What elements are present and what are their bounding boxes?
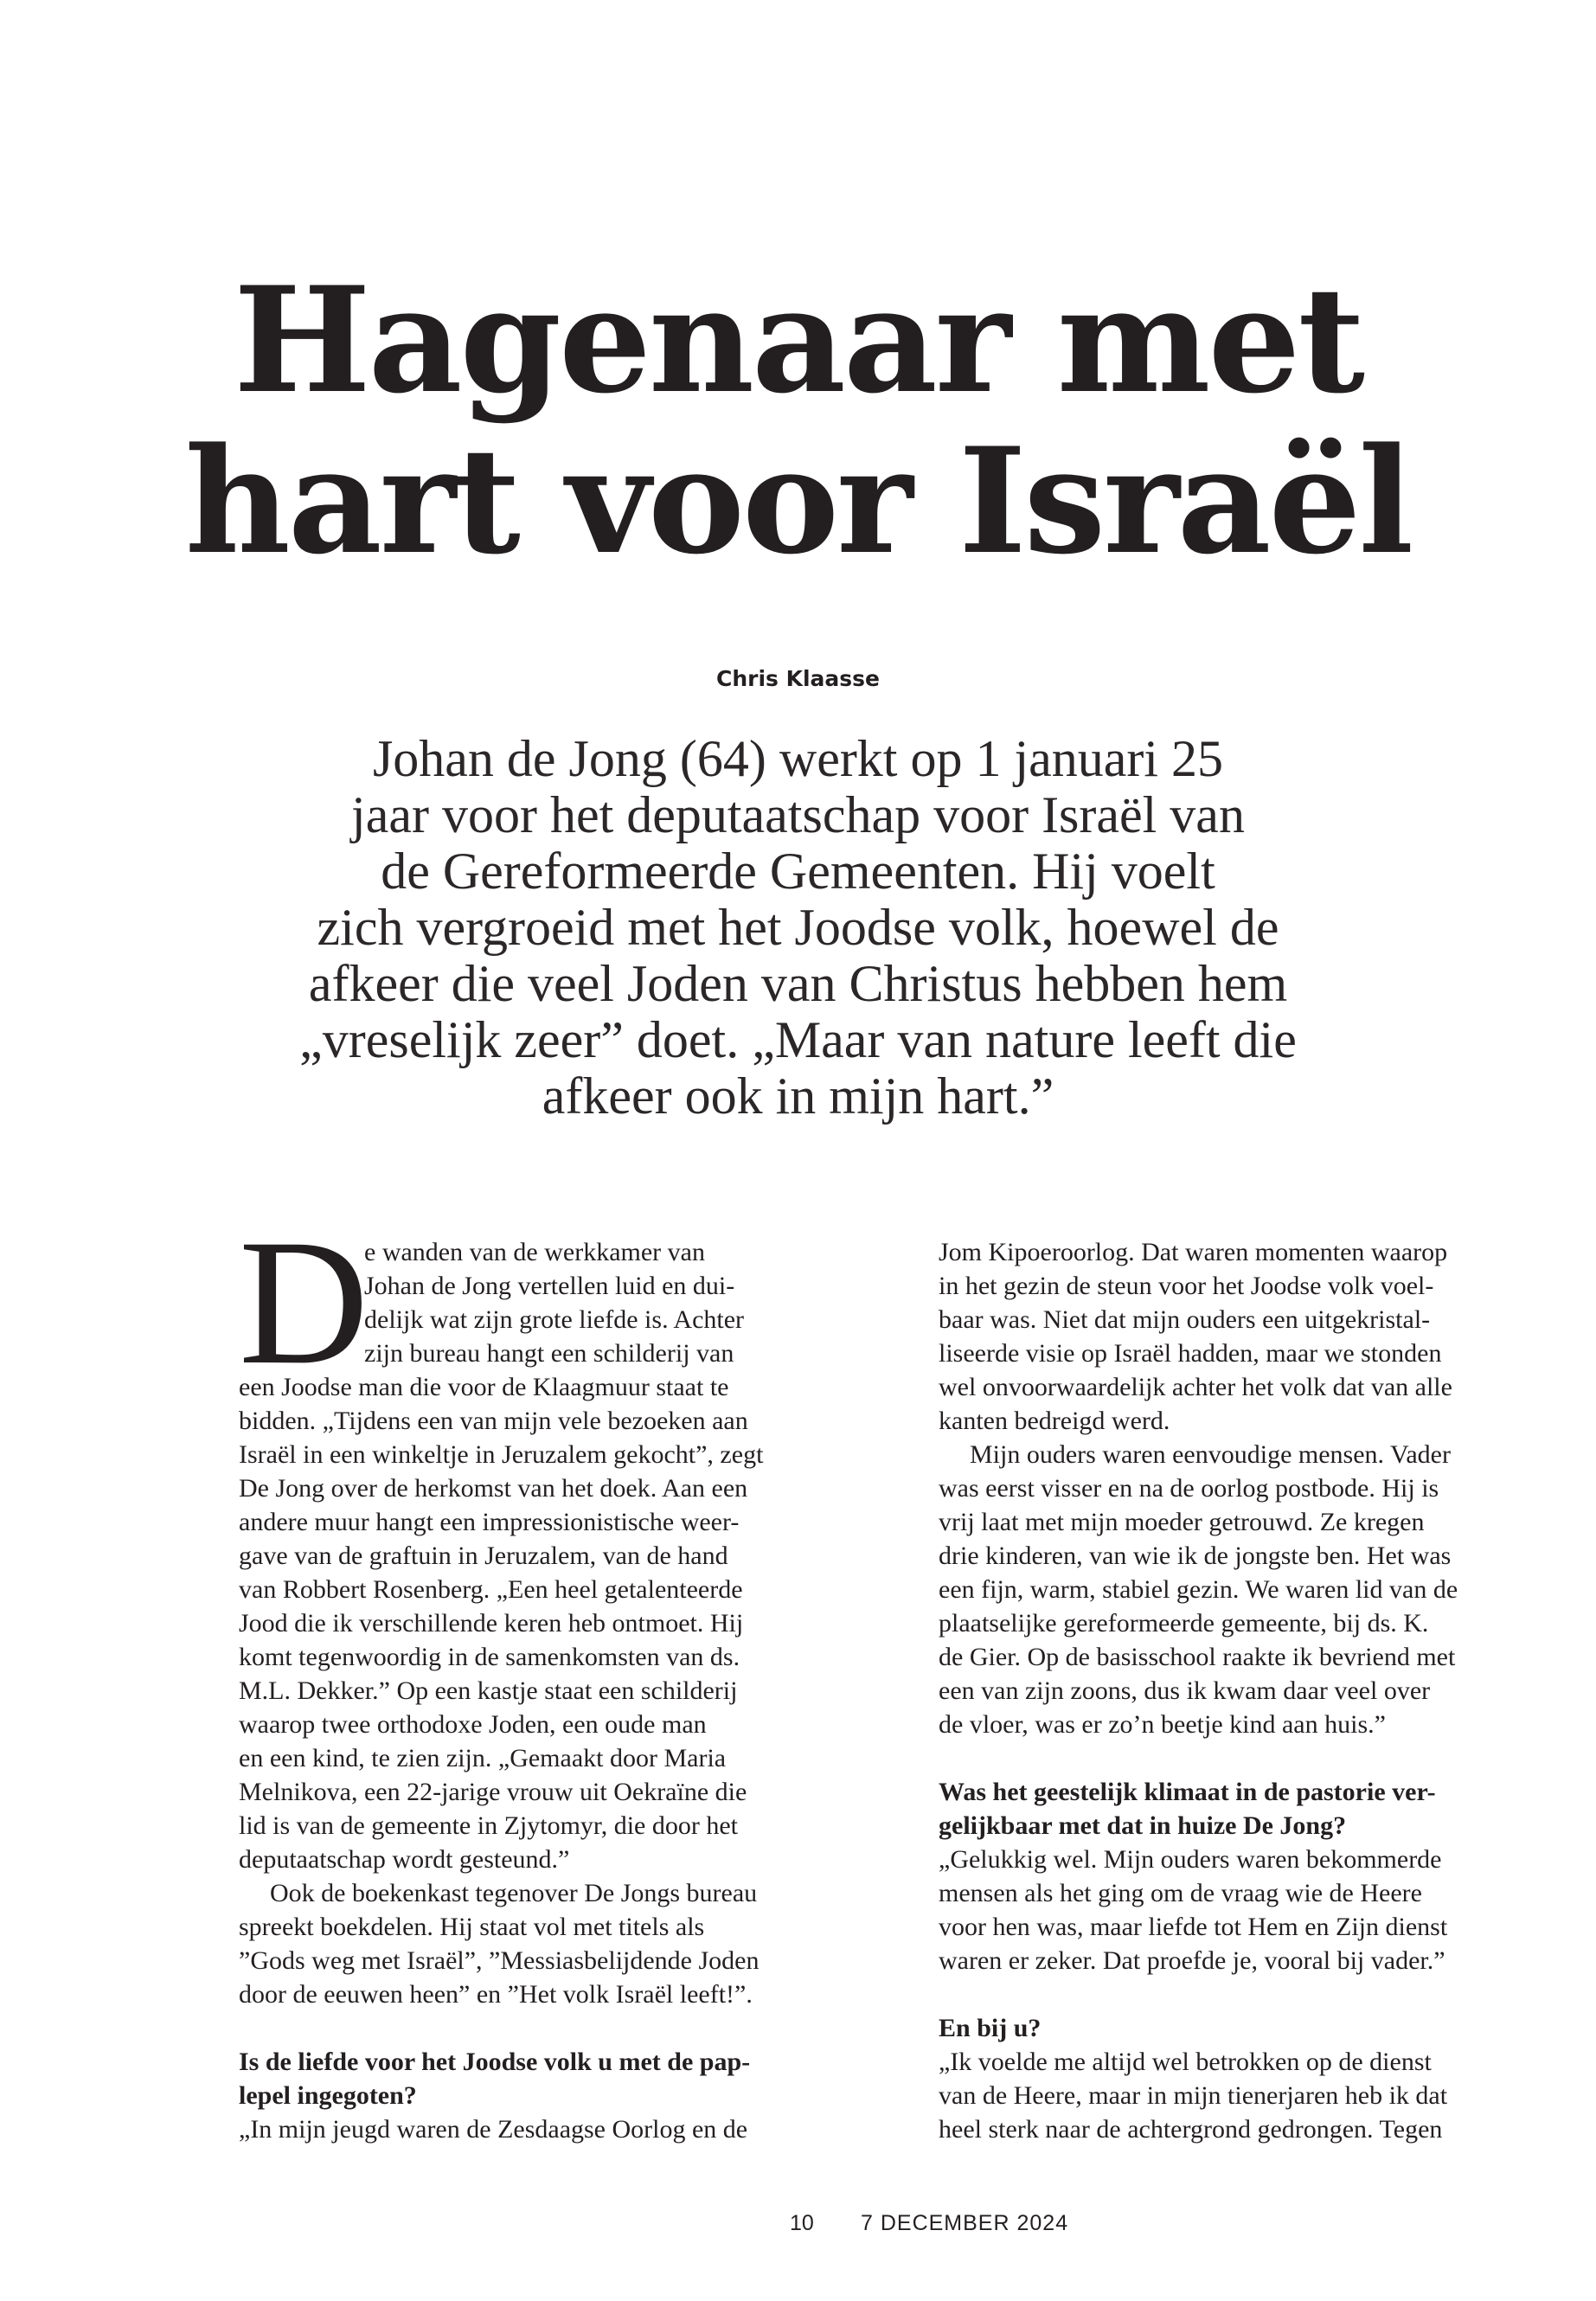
body-line: gave van de graftuin in Jeruzalem, van de hand (239, 1541, 728, 1570)
body-line: M.L. Dekker.” Op een kastje staat een schilderij (239, 1676, 738, 1705)
drop-cap: D (239, 1202, 369, 1401)
intro-line: zich vergroeid met het Joodse volk, hoewel de (317, 899, 1279, 956)
body-line: ”Gods weg met Israël”, ”Messiasbelijdende Joden (239, 1946, 760, 1975)
interview-question: Is de liefde voor het Joodse volk u met de pap- (239, 2048, 751, 2076)
body-line: Israël in een winkeltje in Jeruzalem gekocht”, zegt (239, 1440, 764, 1469)
body-line: voor hen was, maar liefde tot Hem en Zijn dienst (939, 1913, 1448, 1941)
body-line: mensen als het ging om de vraag wie de Heere (939, 1879, 1422, 1907)
intro-line: afkeer die veel Joden van Christus hebben hem (308, 955, 1288, 1012)
body-line: Jood die ik verschillende keren heb ontmoet. Hij (239, 1609, 744, 1638)
interview-question: Was het geestelijk klimaat in de pastorie ver- (939, 1778, 1436, 1806)
body-line: liseerde visie op Israël hadden, maar we stonden (939, 1339, 1442, 1368)
intro-line: „vreselijk zeer” doet. „Maar van nature leeft die (299, 1011, 1297, 1068)
intro-line: Johan de Jong (64) werkt op 1 januari 25 (372, 730, 1224, 787)
body-line: Ook de boekenkast tegenover De Jongs bureau (270, 1879, 758, 1907)
author-byline: Chris Klaasse (715, 666, 881, 691)
intro-line: jaar voor het deputaatschap voor Israël van (351, 786, 1245, 843)
body-line: e wanden van de werkkamer van (364, 1238, 705, 1266)
body-line: „Ik voelde me altijd wel betrokken op de dienst (939, 2048, 1432, 2076)
intro-line: afkeer ook in mijn hart.” (542, 1067, 1054, 1125)
interview-question: gelijkbaar met dat in huize De Jong? (939, 1811, 1347, 1840)
body-line: drie kinderen, van wie ik de jongste ben. Het was (939, 1541, 1452, 1570)
body-line: delijk wat zijn grote liefde is. Achter (364, 1305, 745, 1334)
body-line: een van zijn zoons, dus ik kwam daar veel over (939, 1676, 1431, 1705)
body-line: Mijn ouders waren eenvoudige mensen. Vader (970, 1440, 1451, 1469)
page-number: 10 (790, 2211, 814, 2235)
intro-paragraph (260, 731, 1336, 1125)
body-line: spreekt boekdelen. Hij staat vol met titels als (239, 1913, 705, 1941)
body-line: „Gelukkig wel. Mijn ouders waren bekommerde (939, 1845, 1442, 1874)
body-line: de Gier. Op de basisschool raakte ik bevriend met (939, 1643, 1456, 1671)
body-line: in het gezin de steun voor het Joodse volk voel- (939, 1272, 1434, 1300)
body-line: de vloer, was er zo’n beetje kind aan huis.” (939, 1710, 1386, 1739)
body-line: De Jong over de herkomst van het doek. Aan een (239, 1474, 748, 1503)
body-line: een fijn, warm, stabiel gezin. We waren lid van de (939, 1575, 1458, 1604)
headline-line: hart voor Israël (184, 415, 1412, 586)
body-line: bidden. „Tijdens een van mijn vele bezoeken aan (239, 1407, 748, 1435)
body-line: een Joodse man die voor de Klaagmuur staat te (239, 1373, 729, 1401)
body-line: Johan de Jong vertellen luid en dui- (364, 1272, 735, 1300)
headline-line: Hagenaar met (233, 254, 1363, 426)
paragraph-gap (939, 1741, 1492, 1775)
body-line: vrij laat met mijn moeder getrouwd. Ze kregen (939, 1508, 1425, 1536)
body-line: waren er zeker. Dat proefde je, vooral bij vader.” (939, 1946, 1445, 1975)
body-line: wel onvoorwaardelijk achter het volk dat van alle (939, 1373, 1452, 1401)
body-line: van Robbert Rosenberg. „Een heel getalenteerde (239, 1575, 743, 1604)
body-line: waarop twee orthodoxe Joden, een oude man (239, 1710, 707, 1739)
body-line: lid is van de gemeente in Zjytomyr, die door het (239, 1811, 738, 1840)
body-column-left (239, 1202, 775, 2146)
body-line: baar was. Niet dat mijn ouders een uitgekristal- (939, 1305, 1431, 1334)
body-line: Jom Kipoeroorlog. Dat waren momenten waarop (939, 1238, 1448, 1266)
body-line: plaatselijke gereformeerde gemeente, bij ds. K. (939, 1609, 1429, 1638)
body-line: komt tegenwoordig in de samenkomsten van ds. (239, 1643, 740, 1671)
paragraph-gap (239, 2011, 775, 2045)
interview-question: En bij u? (939, 2014, 1042, 2042)
issue-date: 7 DECEMBER 2024 (861, 2211, 1069, 2235)
body-line: zijn bureau hangt een schilderij van (364, 1339, 734, 1368)
body-line: „In mijn jeugd waren de Zesdaagse Oorlog en de (239, 2115, 748, 2144)
body-line: en een kind, te zien zijn. „Gemaakt door Maria (239, 1744, 727, 1772)
headline (0, 254, 1596, 586)
body-line: kanten bedreigd werd. (939, 1407, 1170, 1435)
intro-line: de Gereformeerde Gemeenten. Hij voelt (381, 843, 1215, 900)
body-column-right (939, 1235, 1492, 2146)
body-line: Melnikova, een 22-jarige vrouw uit Oekraïne die (239, 1778, 747, 1806)
interview-question: lepel ingegoten? (239, 2081, 417, 2110)
paragraph-gap (939, 1977, 1492, 2011)
body-line: andere muur hangt een impressionistische weer- (239, 1508, 740, 1536)
body-line: heel sterk naar de achtergrond gedrongen. Tegen (939, 2115, 1443, 2144)
body-line: van de Heere, maar in mijn tienerjaren heb ik dat (939, 2081, 1448, 2110)
body-line: was eerst visser en na de oorlog postbode. Hij is (939, 1474, 1439, 1503)
body-line: door de eeuwen heen” en ”Het volk Israël leeft!”. (239, 1980, 753, 2009)
body-line: deputaatschap wordt gesteund.” (239, 1845, 570, 1874)
